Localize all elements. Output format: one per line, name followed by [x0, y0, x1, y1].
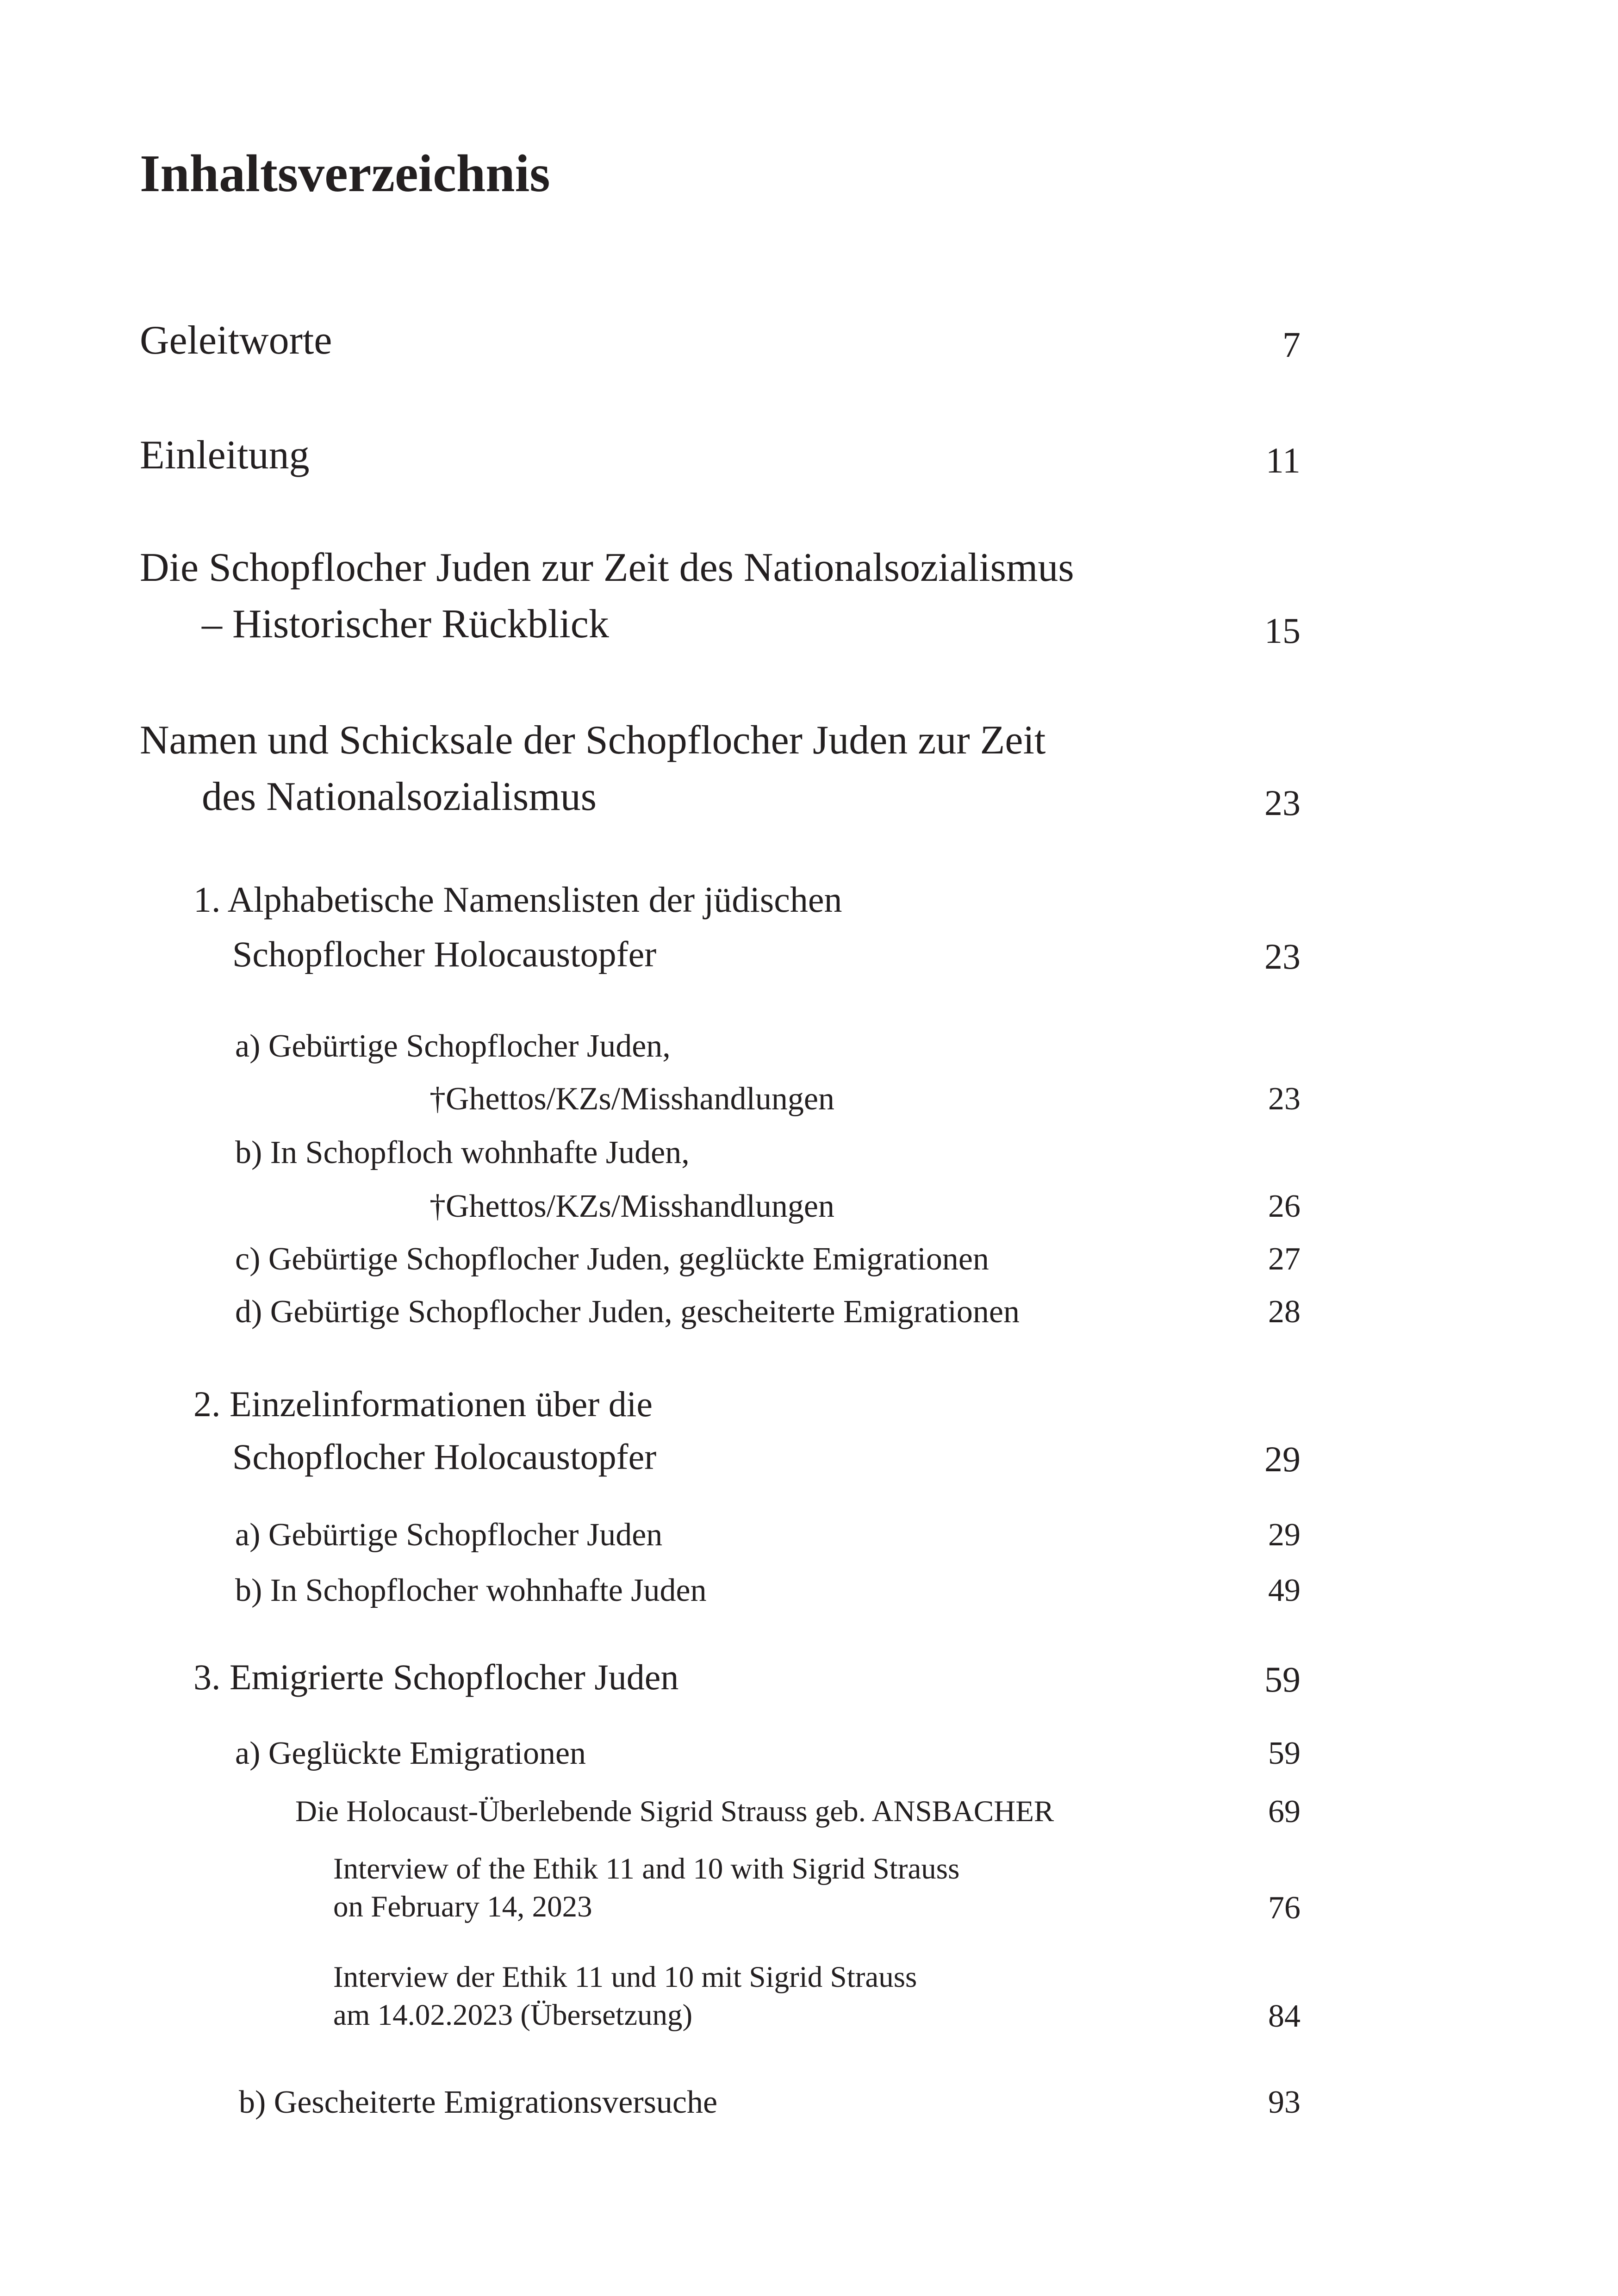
toc-entry-label-line2: des Nationalsozialismus	[202, 774, 597, 819]
toc-entry-page: 69	[1268, 1794, 1301, 1829]
toc-entry-label: a) Gebürtige Schopflocher Juden	[235, 1517, 663, 1553]
toc-entry-page: 84	[1268, 1998, 1301, 2034]
toc-entry-label-line2: Schopflocher Holocaustopfer	[232, 934, 657, 974]
toc-entry-label-line2: am 14.02.2023 (Übersetzung)	[333, 1998, 693, 2032]
toc-entry-label: Die Holocaust-Überlebende Sigrid Strauss geb. ANSBACHER	[295, 1795, 1054, 1828]
toc-entry-page: 93	[1268, 2084, 1301, 2120]
page-title: Inhaltsverzeichnis	[140, 144, 550, 203]
toc-entry-label-line1: Interview der Ethik 11 und 10 mit Sigrid Strauss	[333, 1960, 917, 1994]
toc-entry-page: 11	[1265, 440, 1301, 480]
toc-entry-page: 29	[1268, 1517, 1301, 1553]
toc-entry-page: 59	[1264, 1659, 1301, 1699]
toc-entry-page: 26	[1268, 1188, 1301, 1224]
toc-entry-label-line1: b) In Schopfloch wohnhafte Juden,	[235, 1135, 690, 1170]
toc-entry-page: 23	[1264, 783, 1301, 823]
toc-entry-page: 23	[1268, 1081, 1301, 1117]
toc-entry-label-line1: Die Schopflocher Juden zur Zeit des Nationalsozialismus	[140, 545, 1074, 590]
toc-entry-page: 27	[1268, 1241, 1301, 1277]
toc-entry-label: b) In Schopflocher wohnhafte Juden	[235, 1573, 707, 1608]
toc-entry-label-line2: – Historischer Rückblick	[202, 602, 609, 647]
toc-entry-label-line1: Interview of the Ethik 11 and 10 with Sigrid Strauss	[333, 1852, 960, 1885]
toc-entry-label-line2: Schopflocher Holocaustopfer	[232, 1437, 657, 1477]
toc-entry-label: b) Gescheiterte Emigrationsversuche	[239, 2084, 718, 2120]
toc-entry-page: 7	[1282, 324, 1301, 365]
toc-entry-label-line1: a) Gebürtige Schopflocher Juden,	[235, 1028, 671, 1064]
toc-entry-page: 23	[1264, 936, 1301, 977]
toc-entry-label-line1: 2. Einzelinformationen über die	[193, 1384, 653, 1424]
toc-entry-label-line1: 1. Alphabetische Namenslisten der jüdischen	[193, 879, 842, 920]
toc-entry-label: a) Geglückte Emigrationen	[235, 1736, 586, 1771]
toc-entry-label-line2: on February 14, 2023	[333, 1890, 592, 1923]
toc-entry-page: 29	[1264, 1439, 1301, 1479]
toc-entry-label: 3. Emigrierte Schopflocher Juden	[193, 1657, 679, 1697]
toc-entry-label-line2: †Ghettos/KZs/Misshandlungen	[429, 1081, 834, 1117]
toc-entry-label: Einleitung	[140, 433, 310, 478]
toc-entry-page: 49	[1268, 1573, 1301, 1608]
toc-entry-page: 15	[1264, 610, 1301, 651]
toc-entry-page: 59	[1268, 1736, 1301, 1771]
toc-entry-label: d) Gebürtige Schopflocher Juden, gescheiterte Emigrationen	[235, 1294, 1020, 1330]
toc-entry-label: c) Gebürtige Schopflocher Juden, geglückte Emigrationen	[235, 1241, 989, 1277]
toc-entry-label-line2: †Ghettos/KZs/Misshandlungen	[429, 1188, 834, 1224]
toc-entry-page: 76	[1268, 1890, 1301, 1926]
toc-entry-label-line1: Namen und Schicksale der Schopflocher Juden zur Zeit	[140, 718, 1046, 763]
toc-entry-page: 28	[1268, 1294, 1301, 1330]
toc-entry-label: Geleitworte	[140, 318, 332, 363]
